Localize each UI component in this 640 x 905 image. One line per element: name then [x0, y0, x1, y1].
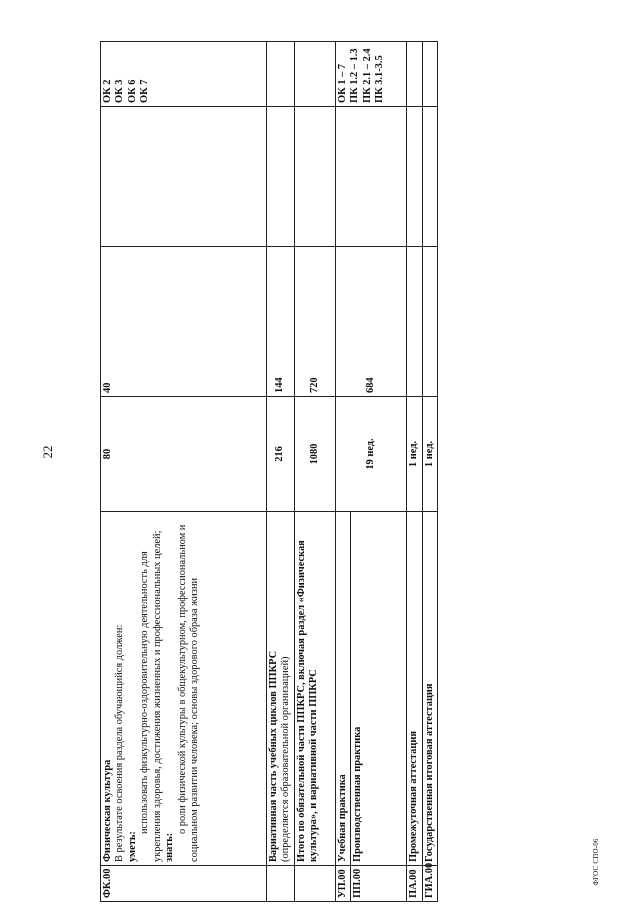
fk-max-load: 80: [101, 397, 267, 512]
fk-znat-label: знать:: [164, 832, 176, 862]
variative-code: [267, 866, 295, 902]
fk-incl-load: 40: [101, 247, 267, 397]
pp-competencies: [335, 42, 406, 107]
fk-umet-label: уметь:: [126, 831, 138, 862]
gia-empty-3: [422, 42, 437, 107]
total-max-load: 1080: [294, 397, 335, 512]
table-row-fk: [101, 42, 267, 902]
gia-title: Государственная итоговая аттестация: [422, 512, 437, 866]
table-row-total: [294, 42, 335, 902]
table-row-variative: [267, 42, 295, 902]
fk-competency: ОК 3: [114, 79, 126, 103]
fk-intro: В результате освоения раздела обучающийся должен:: [114, 624, 126, 862]
variative-incl-load: 144: [267, 247, 295, 397]
up-title: Учебная практика: [335, 512, 350, 866]
fk-umet-text: использовать физкультурно-оздоровительную деятельность для укрепления здоровья, достижения жизненных и профессиональных целей;: [139, 530, 163, 862]
pp-competency: ПК 2.1 – 2.4: [361, 48, 373, 103]
variative-note: (определяется образовательной организацией): [280, 656, 292, 862]
footer-code: ФГОС СПО-06: [592, 838, 600, 886]
total-code: [294, 866, 335, 902]
variative-empty-competencies: [267, 42, 295, 107]
pa-empty-3: [407, 42, 422, 107]
pp-competency: ОК 1 – 7: [336, 64, 348, 103]
table-row-gia: [422, 42, 437, 902]
pp-code: ПП.00: [351, 866, 407, 902]
pp-competency: ПК 3.1-3.5: [374, 55, 386, 103]
pp-competency: ПК 1.2 – 1.3: [349, 48, 361, 103]
table-row-pa: [407, 42, 422, 902]
total-incl-load: 720: [294, 247, 335, 397]
gia-empty-2: [422, 107, 437, 247]
fk-description: [101, 512, 267, 866]
fk-competencies: [101, 42, 267, 107]
fk-empty-cell: [101, 107, 267, 247]
gia-weeks: 1 нед.: [422, 397, 437, 512]
page-number: 22: [40, 445, 55, 459]
curriculum-table: [100, 41, 438, 902]
fk-code: ФК.00: [101, 866, 267, 902]
practice-hours: 684: [335, 247, 406, 397]
fk-znat-text: о роли физической культуры в общекультурном, профессиональном и социальном развитии человека; основы здорового образа жизни: [176, 524, 201, 862]
total-empty-competencies: [294, 42, 335, 107]
pp-title: Производственная практика: [351, 512, 407, 866]
fk-competency: ОК 2: [102, 79, 113, 103]
fk-title: Физическая культура: [102, 759, 113, 862]
pa-weeks: 1 нед.: [407, 397, 422, 512]
rotated-table-container: [100, 42, 435, 902]
table-row-up: [335, 42, 350, 902]
curriculum-table-wrap: [100, 42, 435, 902]
practice-weeks: 19 нед.: [335, 397, 406, 512]
total-title: Итого по обязательной части ППКРС, включая раздел «Физическая культура», и вариативной части ППКРС: [294, 512, 335, 866]
pa-empty-2: [407, 107, 422, 247]
gia-empty-1: [422, 247, 437, 397]
pa-title: Промежуточная аттестация: [407, 512, 422, 866]
pa-empty-1: [407, 247, 422, 397]
variative-max-load: 216: [267, 397, 295, 512]
variative-empty-cell: [267, 107, 295, 247]
up-code: УП.00: [335, 866, 350, 902]
variative-title: Вариативная часть учебных циклов ППКРС: [268, 650, 279, 862]
fk-competency: ОК 6: [126, 79, 138, 103]
gia-code: ГИА.00: [422, 866, 437, 902]
practice-empty-cell: [335, 107, 406, 247]
pa-code: ПА.00: [407, 866, 422, 902]
total-empty-cell: [294, 107, 335, 247]
fk-competency: ОК 7: [139, 79, 151, 103]
variative-description: [267, 512, 295, 866]
